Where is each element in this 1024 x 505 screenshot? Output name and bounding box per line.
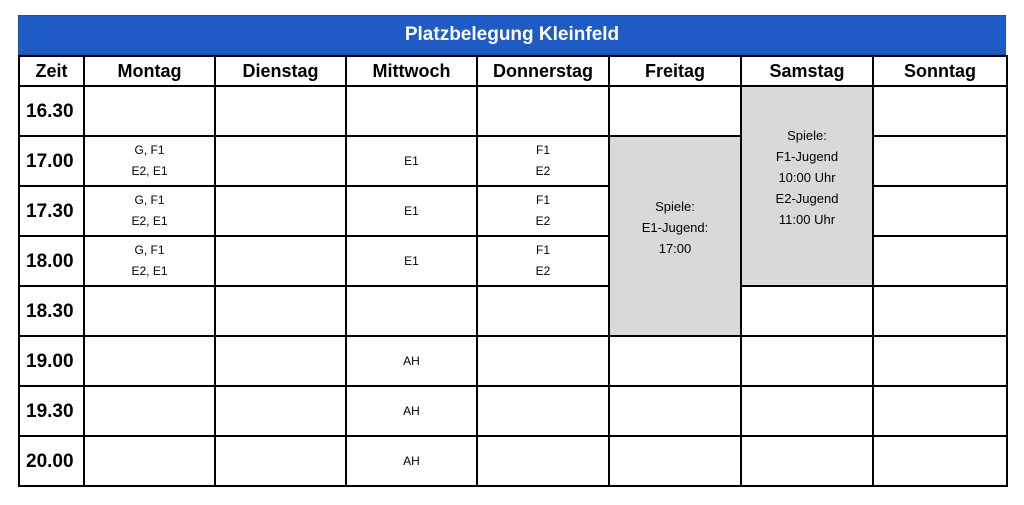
cell-line: E2 — [535, 214, 551, 228]
time-cell: 17.00 — [19, 136, 84, 186]
header-row — [19, 56, 1007, 86]
samstag-spiele-line: E2-Jugend — [775, 191, 839, 206]
cell-donnerstag — [477, 286, 609, 336]
cell-samstag — [741, 336, 873, 386]
cell-montag — [84, 186, 215, 236]
cell-sonntag — [873, 236, 1007, 286]
cell-samstag — [741, 436, 873, 486]
cell-line: E2, E1 — [131, 164, 168, 178]
cell-donnerstag — [477, 86, 609, 136]
cell-sonntag — [873, 436, 1007, 486]
cell-samstag — [741, 386, 873, 436]
freitag-spiele-cell — [609, 136, 741, 336]
cell-dienstag — [215, 186, 346, 236]
schedule — [18, 15, 1006, 487]
col-header-samstag: Samstag — [741, 56, 873, 86]
cell-line: E2 — [535, 264, 551, 278]
cell-line: F1 — [535, 243, 550, 257]
cell-freitag — [609, 386, 741, 436]
time-cell: 17.30 — [19, 186, 84, 236]
time-cell: 19.00 — [19, 336, 84, 386]
cell-sonntag — [873, 336, 1007, 386]
cell-mittwoch: E1 — [346, 186, 477, 236]
samstag-spiele-cell — [741, 86, 873, 286]
cell-sonntag — [873, 286, 1007, 336]
cell-sonntag — [873, 86, 1007, 136]
cell-sonntag — [873, 186, 1007, 236]
col-header-dienstag: Dienstag — [215, 56, 346, 86]
time-cell: 20.00 — [19, 436, 84, 486]
time-cell: 19.30 — [19, 386, 84, 436]
cell-mittwoch: E1 — [346, 236, 477, 286]
cell-samstag — [741, 286, 873, 336]
cell-line: E2, E1 — [131, 264, 168, 278]
cell-dienstag — [215, 136, 346, 186]
col-header-mittwoch: Mittwoch — [346, 56, 477, 86]
cell-mittwoch: E1 — [346, 136, 477, 186]
table-row — [19, 436, 1007, 486]
samstag-spiele-line: 11:00 Uhr — [778, 212, 836, 227]
cell-freitag — [609, 336, 741, 386]
table-row — [19, 336, 1007, 386]
cell-dienstag — [215, 286, 346, 336]
samstag-spiele-line: 10:00 Uhr — [778, 170, 836, 185]
time-cell: 16.30 — [19, 86, 84, 136]
table-row — [19, 386, 1007, 436]
cell-line: G, F1 — [134, 243, 165, 257]
page-title: Platzbelegung Kleinfeld — [18, 15, 1006, 55]
cell-donnerstag — [477, 336, 609, 386]
freitag-spiele-line: E1-Jugend: — [641, 220, 709, 235]
cell-montag — [84, 386, 215, 436]
cell-line: E2, E1 — [131, 214, 168, 228]
cell-donnerstag — [477, 136, 609, 186]
cell-donnerstag — [477, 236, 609, 286]
time-cell: 18.00 — [19, 236, 84, 286]
cell-donnerstag — [477, 386, 609, 436]
cell-mittwoch: AH — [346, 386, 477, 436]
cell-dienstag — [215, 236, 346, 286]
samstag-spiele-line: Spiele: — [787, 128, 827, 143]
schedule-table — [18, 55, 1008, 487]
cell-line: G, F1 — [134, 193, 165, 207]
cell-freitag — [609, 436, 741, 486]
cell-mittwoch: AH — [346, 336, 477, 386]
table-row — [19, 86, 1007, 136]
cell-dienstag — [215, 86, 346, 136]
col-header-donnerstag: Donnerstag — [477, 56, 609, 86]
cell-line: G, F1 — [134, 143, 165, 157]
cell-line: E2 — [535, 164, 551, 178]
time-cell: 18.30 — [19, 286, 84, 336]
col-header-zeit: Zeit — [19, 56, 84, 86]
cell-montag — [84, 436, 215, 486]
cell-montag — [84, 336, 215, 386]
cell-dienstag — [215, 336, 346, 386]
cell-freitag — [609, 86, 741, 136]
cell-sonntag — [873, 386, 1007, 436]
cell-mittwoch — [346, 86, 477, 136]
freitag-spiele-line: 17:00 — [658, 241, 692, 256]
col-header-montag: Montag — [84, 56, 215, 86]
cell-dienstag — [215, 386, 346, 436]
col-header-sonntag: Sonntag — [873, 56, 1007, 86]
cell-dienstag — [215, 436, 346, 486]
table-row — [19, 286, 1007, 336]
cell-mittwoch: AH — [346, 436, 477, 486]
cell-montag — [84, 236, 215, 286]
cell-donnerstag — [477, 436, 609, 486]
cell-line: F1 — [535, 193, 550, 207]
cell-montag — [84, 86, 215, 136]
samstag-spiele-line: F1-Jugend — [775, 149, 839, 164]
cell-mittwoch — [346, 286, 477, 336]
cell-montag — [84, 286, 215, 336]
freitag-spiele-line: Spiele: — [655, 199, 695, 214]
cell-line: F1 — [535, 143, 550, 157]
cell-donnerstag — [477, 186, 609, 236]
col-header-freitag: Freitag — [609, 56, 741, 86]
cell-sonntag — [873, 136, 1007, 186]
cell-montag — [84, 136, 215, 186]
